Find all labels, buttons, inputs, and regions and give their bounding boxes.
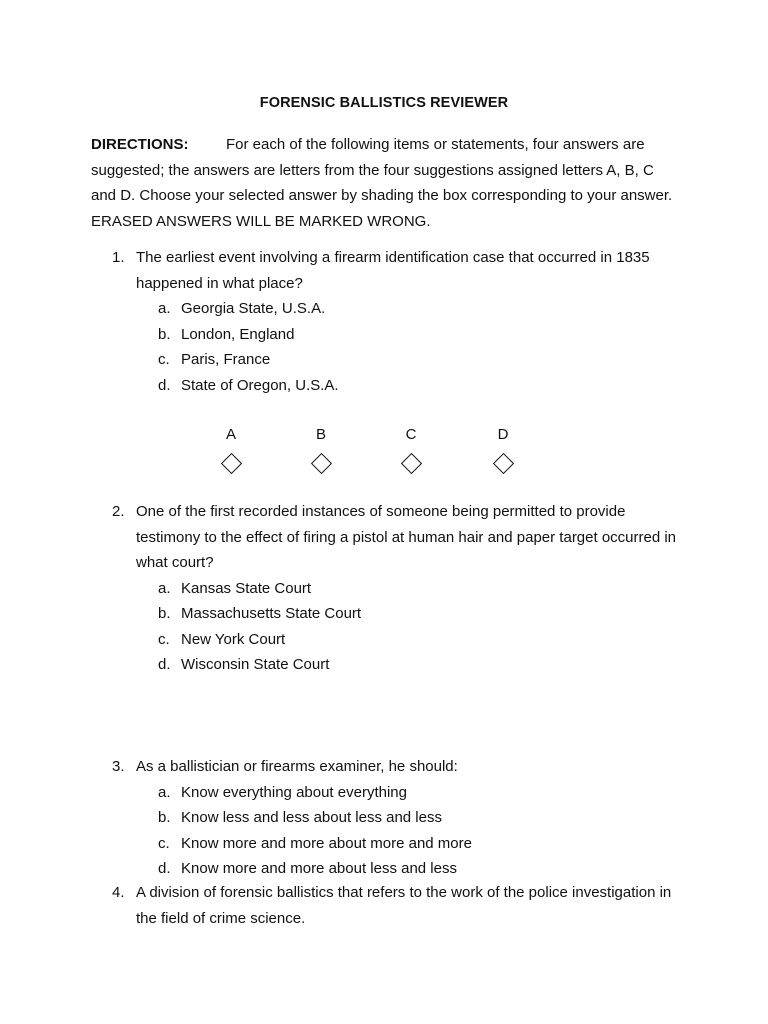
option-text: Massachusetts State Court (181, 605, 362, 622)
answer-diamond-icon[interactable] (310, 453, 331, 474)
answer-choice-a[interactable] (216, 424, 246, 471)
question-number: 3. (112, 758, 125, 775)
option-c (158, 347, 682, 373)
directions-label: DIRECTIONS: (91, 136, 189, 153)
option-text: London, England (181, 325, 295, 343)
directions-text-line1: For each of the following items or statements, four answers (226, 136, 619, 153)
question-1 (112, 245, 682, 398)
answer-diamond-icon[interactable] (220, 453, 241, 474)
option-d (158, 856, 682, 882)
option-text: Paris, France (181, 351, 271, 368)
option-letter: d. (158, 860, 171, 877)
answer-choice-c[interactable] (396, 424, 426, 471)
answer-choice-row (0, 424, 768, 494)
option-text: State of Oregon, U.S.A. (181, 376, 339, 394)
option-c (158, 627, 682, 653)
option-text: Kansas State Court (181, 579, 312, 597)
option-b (158, 601, 682, 627)
option-letter: b. (158, 325, 171, 343)
question-stem: One of the first recorded instances of someone being permitted to provide testimony to the effect of firing a pistol at human hair and paper target occurred in what court? (136, 503, 677, 571)
question-stem: A division of forensic ballistics that refers to the work of the police investigation in the field of crime science. (136, 884, 672, 927)
option-text: Georgia State, U.S.A. (181, 300, 326, 317)
option-letter: a. (158, 300, 171, 317)
option-letter: d. (158, 656, 171, 673)
answer-choice-label: A (225, 426, 236, 443)
page-title: FORENSIC BALLISTICS REVIEWER (259, 95, 509, 111)
answer-diamond-icon[interactable] (492, 453, 513, 474)
option-d (158, 373, 682, 399)
option-text: Know more and more about more and more (181, 834, 472, 852)
option-list (158, 296, 682, 398)
answer-choice-b[interactable] (306, 424, 336, 471)
option-a (158, 780, 682, 806)
answer-choice-d[interactable] (488, 424, 518, 471)
option-text: Know everything about everything (181, 783, 407, 801)
option-b (158, 805, 682, 831)
option-c (158, 831, 682, 857)
option-list (158, 780, 682, 882)
directions-block (91, 132, 681, 234)
question-number: 4. (112, 884, 125, 901)
option-letter: b. (158, 605, 171, 622)
option-a (158, 296, 682, 322)
option-d (158, 652, 682, 678)
option-text: Wisconsin State Court (181, 656, 330, 673)
question-3 (112, 754, 682, 882)
question-stem: As a ballistician or firearms examiner, he should: (136, 758, 458, 775)
answer-choice-label: B (315, 426, 326, 443)
option-letter: d. (158, 376, 171, 394)
option-letter: b. (158, 809, 171, 826)
answer-choice-label: C (405, 426, 417, 443)
option-letter: c. (158, 834, 170, 852)
answer-diamond-icon[interactable] (400, 453, 421, 474)
option-letter: c. (158, 630, 170, 648)
option-letter: a. (158, 579, 171, 597)
option-letter: a. (158, 783, 171, 801)
option-letter: c. (158, 351, 170, 368)
option-text: New York Court (181, 630, 286, 648)
question-number: 2. (112, 503, 125, 520)
question-4 (112, 880, 682, 931)
option-b (158, 322, 682, 348)
option-text: Know more and more about less and less (181, 860, 457, 877)
option-list (158, 576, 682, 678)
question-number: 1. (112, 249, 125, 266)
question-stem: The earliest event involving a firearm identification case that occurred in 1835 happened in what place? (136, 249, 650, 292)
option-text: Know less and less about less and less (181, 809, 442, 826)
directions-text-rest: are suggested; the answers are letters from the four suggestions assigned letters A, B, C and D. Choose your selected answer by shading the box corresponding to your answer. ERASED ANSWERS WILL BE MARKED WRONG. (91, 136, 673, 230)
answer-choice-label: D (497, 426, 509, 443)
option-a (158, 576, 682, 602)
question-2 (112, 499, 682, 678)
